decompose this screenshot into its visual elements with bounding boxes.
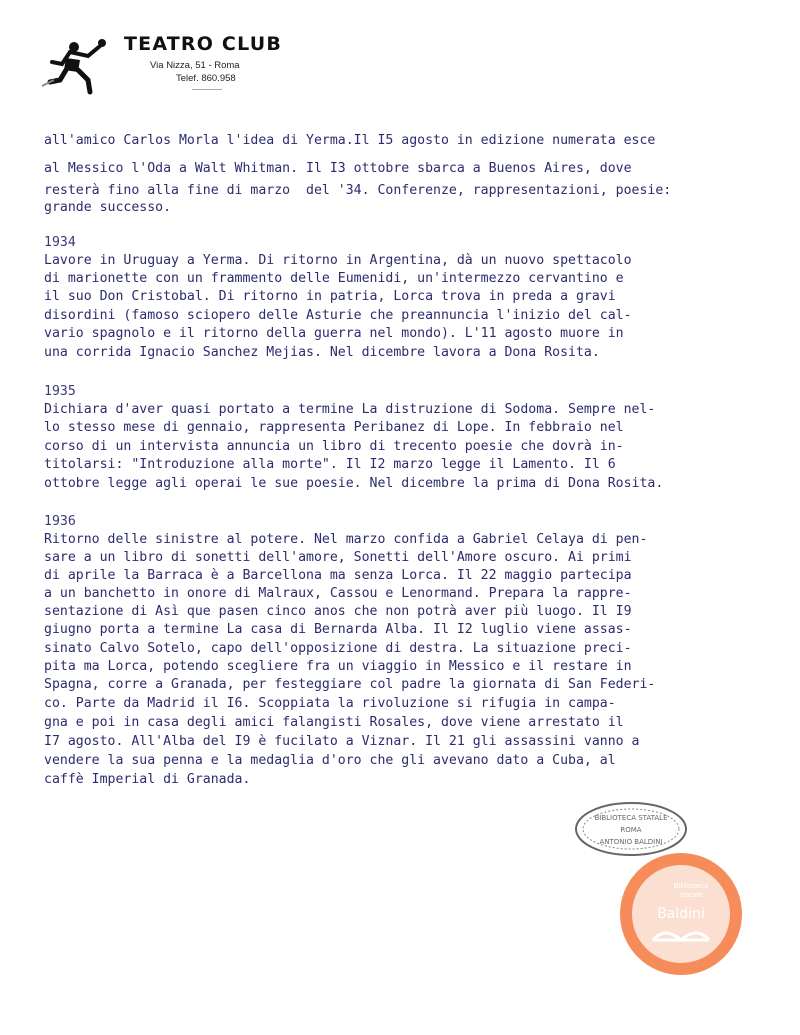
text-line: caffè Imperial di Granada. — [44, 772, 251, 787]
text-line: al Messico l'Oda a Walt Whitman. Il I3 ottobre sbarca a Buenos Aires, dove — [44, 161, 632, 176]
text-line: lo stesso mese di gennaio, rappresenta Peribanez di Lope. In febbraio nel — [44, 420, 624, 435]
text-line: all'amico Carlos Morla l'idea di Yerma.Il I5 agosto in edizione numerata esce — [44, 133, 656, 148]
text-line: vario spagnolo e il ritorno della guerra nel mondo). L'11 agosto muore in — [44, 326, 624, 341]
dancing-figure-logo — [40, 36, 110, 98]
text-line: Spagna, corre a Granada, per festeggiare col padre la giornata di San Federi- — [44, 677, 656, 692]
text-line: Dichiara d'aver quasi portato a termine La distruzione di Sodoma. Sempre nel- — [44, 402, 656, 417]
watermark-name: Baldini — [657, 906, 705, 922]
stamp-top-text: BIBLIOTECA STATALE — [594, 814, 668, 822]
watermark-line2: statale — [679, 891, 703, 899]
text-line: corso di un intervista annuncia un libro di trecento poesie che dovrà in- — [44, 439, 624, 454]
text-line: vendere la sua penna e la medaglia d'oro che gli avevano dato a Cuba, al — [44, 753, 616, 768]
text-line: co. Parte da Madrid il I6. Scoppiata la rivoluzione si rifugia in campa- — [44, 696, 616, 711]
text-line: sare a un libro di sonetti dell'amore, Sonetti dell'Amore oscuro. Ai primi — [44, 550, 632, 565]
text-line: sinato Calvo Sotelo, capo dell'opposizione di destra. La situazione preci- — [44, 641, 632, 656]
watermark-line1: Biblioteca — [673, 882, 709, 890]
letterhead-address: Via Nizza, 51 - Roma — [150, 60, 240, 71]
text-line: Lavore in Uruguay a Yerma. Di ritorno in Argentina, dà un nuovo spettacolo — [44, 253, 632, 268]
text-line: il suo Don Cristobal. Di ritorno in patria, Lorca trova in preda a gravi — [44, 289, 616, 304]
library-logo-watermark — [619, 852, 743, 976]
text-line: disordini (famoso sciopero delle Asturie che preannuncia l'inizio del cal- — [44, 308, 632, 323]
letterhead-rule — [192, 89, 222, 90]
text-line: a un banchetto in onore di Malraux, Cassou e Lenormand. Prepara la rappre- — [44, 586, 632, 601]
stamp-bottom-text: ANTONIO BALDINI — [599, 838, 663, 846]
text-line: resterà fino alla fine di marzo del '34. Conferenze, rappresentazioni, poesie: — [44, 183, 672, 198]
section-year: 1934 — [44, 235, 76, 250]
text-line: giugno porta a termine La casa di Bernarda Alba. Il I2 luglio viene assas- — [44, 622, 632, 637]
letterhead-name: TEATRO CLUB — [124, 33, 283, 55]
text-line: di marionette con un frammento delle Eumenidi, un'intermezzo cervantino e — [44, 271, 624, 286]
text-line: gna e poi in casa degli amici falangisti Rosales, dove viene arrestato il — [44, 715, 624, 730]
section-year: 1935 — [44, 384, 76, 399]
text-line: sentazione di Asì que pasen cinco anos che non potrà aver più luogo. Il I9 — [44, 604, 632, 619]
text-line: titolarsi: "Introduzione alla morte". Il I2 marzo legge il Lamento. Il 6 — [44, 457, 616, 472]
section-year: 1936 — [44, 514, 76, 529]
text-line: pita ma Lorca, potendo scegliere fra un viaggio in Messico e il restare in — [44, 659, 632, 674]
text-line: I7 agosto. All'Alba del I9 è fucilato a Viznar. Il 21 gli assassini vanno a — [44, 734, 640, 749]
library-stamp — [574, 800, 688, 858]
text-line: grande successo. — [44, 200, 172, 215]
stamp-middle-text: ROMA — [620, 826, 642, 834]
text-line: ottobre legge agli operai le sue poesie. Nel dicembre la prima di Dona Rosita. — [44, 476, 664, 491]
text-line: una corrida Ignacio Sanchez Mejias. Nel dicembre lavora a Dona Rosita. — [44, 345, 600, 360]
text-line: di aprile la Barraca è a Barcellona ma senza Lorca. Il 22 maggio partecipa — [44, 568, 632, 583]
text-line: Ritorno delle sinistre al potere. Nel marzo confida a Gabriel Celaya di pen- — [44, 532, 648, 547]
letterhead-telephone: Telef. 860.958 — [176, 73, 236, 84]
